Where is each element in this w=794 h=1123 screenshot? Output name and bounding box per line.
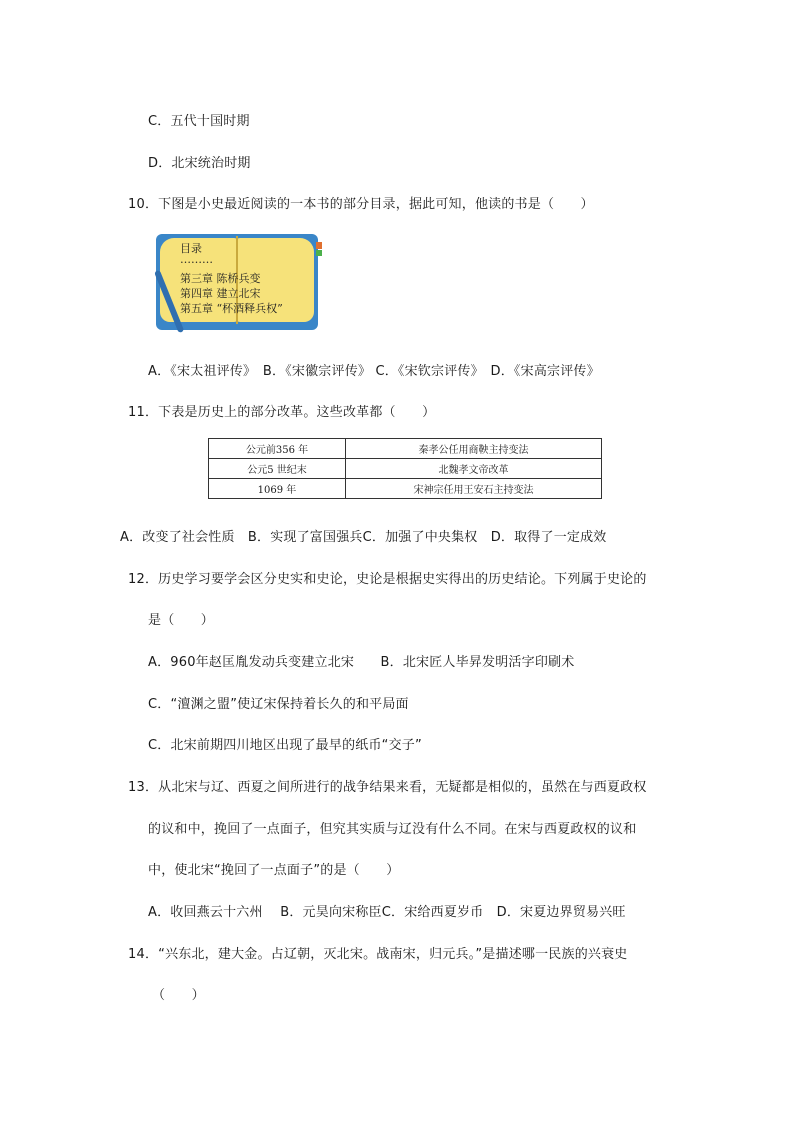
table-row [209,439,602,459]
question-12-line-2: 是（ ） [148,613,215,628]
table-row [209,459,602,479]
question-13-options: A．收回燕云十六州 B．元昊向宋称臣C．宋给西夏岁币 D．宋夏边界贸易兴旺 [148,905,626,920]
table-cell-time: 公元5 世纪末 [209,459,346,479]
table-cell-event: 宋神宗任用王安石主持变法 [346,479,602,499]
question-12-line-1: 12．历史学习要学会区分史实和史论，史论是根据史实得出的历史结论。下列属于史论的 [128,572,647,587]
bookmark-orange [316,242,322,249]
question-13-line-1: 13．从北宋与辽、西夏之间所进行的战争结果来看，无疑都是相似的，虽然在与西夏政权 [128,780,647,795]
question-12-options-ab: A．960年赵匡胤发动兵变建立北宋 B．北宋匠人毕昇发明活字印刷术 [148,655,575,670]
table-cell-event: 北魏孝文帝改革 [346,459,602,479]
toc-chapter-3: 第三章 陈桥兵变 [180,272,261,285]
question-13-line-2: 的议和中，挽回了一点面子，但究其实质与辽没有什么不同。在宋与西夏政权的议和 [148,822,637,837]
question-11-options: A．改变了社会性质 B．实现了富国强兵C．加强了中央集权 D．取得了一定成效 [120,530,607,545]
bookmark-green [316,250,322,256]
toc-chapter-5: 第五章 “杯酒释兵权” [180,302,283,315]
question-11: 11．下表是历史上的部分改革。这些改革都（ ） [128,405,436,420]
toc-chapter-4: 第四章 建立北宋 [180,287,261,300]
question-12-option-c2: C．北宋前期四川地区出现了最早的纸币“交子” [148,738,422,753]
question-10-options: A．《宋太祖评传》 B．《宋徽宗评传》 C．《宋钦宗评传》 D．《宋高宗评传》 [148,364,600,379]
question-14-line-2: （ ） [152,988,205,1003]
question-14-line-1: 14．“兴东北，建大金。占辽朝，灭北宋。战南宋，归元兵。”是描述哪一民族的兴衰史 [128,947,628,962]
question-12-option-c1: C．“澶渊之盟”使辽宋保持着长久的和平局面 [148,697,409,712]
option-d-period: D．北宋统治时期 [148,156,251,171]
reform-table [208,438,602,499]
table-cell-time: 1069 年 [209,479,346,499]
table-row [209,479,602,499]
toc-title: 目录 [180,242,202,255]
option-c-period: C．五代十国时期 [148,114,250,129]
table-cell-time: 公元前356 年 [209,439,346,459]
table-cell-event: 秦孝公任用商鞅主持变法 [346,439,602,459]
toc-dots: ……… [180,253,213,266]
question-10: 10．下图是小史最近阅读的一本书的部分目录，据此可知，他读的书是（ ） [128,197,594,212]
question-13-line-3: 中，使北宋“挽回了一点面子”的是（ ） [148,863,400,878]
book-illustration [152,228,324,336]
